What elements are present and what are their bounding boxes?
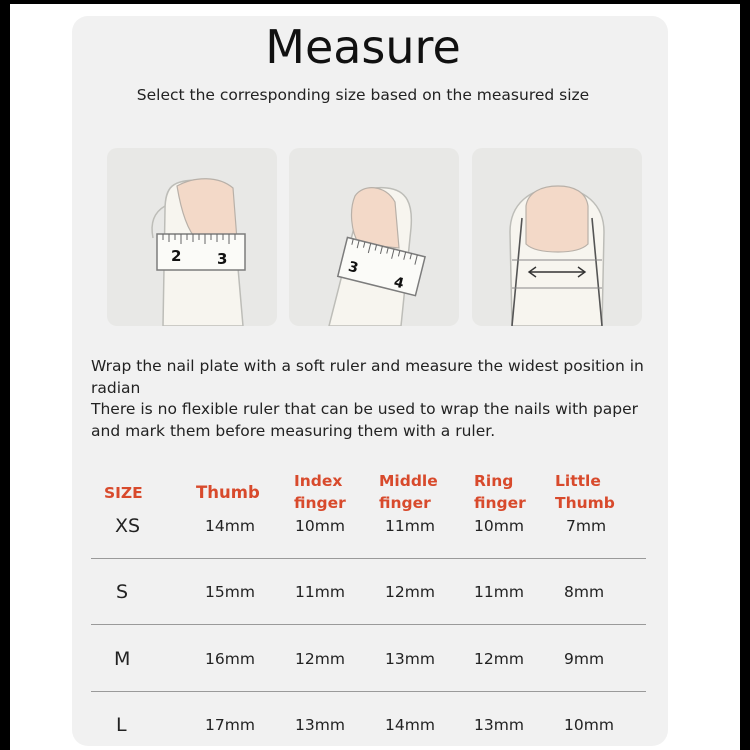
header-size: SIZE xyxy=(104,484,143,502)
header-thumb: Thumb xyxy=(196,483,260,502)
ruler-mark: 3 xyxy=(346,258,360,277)
header-line: Thumb xyxy=(555,494,615,512)
row-divider xyxy=(91,558,646,559)
table-cell: 8mm xyxy=(564,583,605,601)
table-cell: 17mm xyxy=(205,716,255,734)
illustration-wrap-ruler-thumb xyxy=(107,148,277,326)
table-cell: 11mm xyxy=(295,583,345,601)
header-index xyxy=(294,470,346,514)
row-size-label: XS xyxy=(115,515,141,537)
table-cell: 12mm xyxy=(295,650,345,668)
table-cell: 11mm xyxy=(385,517,435,535)
header-line: finger xyxy=(474,494,526,512)
table-cell: 12mm xyxy=(474,650,524,668)
header-line: finger xyxy=(379,494,431,512)
header-line: Index xyxy=(294,472,343,490)
row-size-label: S xyxy=(116,581,129,603)
page-subtitle: Select the corresponding size based on the measured size xyxy=(136,86,590,104)
table-cell: 10mm xyxy=(564,716,614,734)
table-cell: 10mm xyxy=(474,517,524,535)
table-cell: 7mm xyxy=(566,517,607,535)
ruler-mark: 2 xyxy=(171,247,182,265)
header-ring xyxy=(474,470,526,514)
instruction-line: There is no flexible ruler that can be used to wrap the nails with paper and mark them before measuring them with a ruler. xyxy=(91,400,638,440)
table-cell: 14mm xyxy=(385,716,435,734)
table-cell: 11mm xyxy=(474,583,524,601)
table-cell: 9mm xyxy=(564,650,605,668)
instructions xyxy=(91,356,671,442)
table-cell: 16mm xyxy=(205,650,255,668)
table-cell: 15mm xyxy=(205,583,255,601)
header-line: finger xyxy=(294,494,346,512)
illustration-nail-width xyxy=(472,148,642,326)
header-little xyxy=(555,470,615,514)
table-cell: 13mm xyxy=(385,650,435,668)
table-cell: 13mm xyxy=(295,716,345,734)
page-title: Measure xyxy=(265,20,461,74)
header-middle xyxy=(379,470,438,514)
header-line: Little xyxy=(555,472,601,490)
ruler-mark: 3 xyxy=(217,250,228,268)
header-line: Middle xyxy=(379,472,438,490)
table-cell: 10mm xyxy=(295,517,345,535)
instruction-line: Wrap the nail plate with a soft ruler and measure the widest position in radian xyxy=(91,357,644,397)
row-divider xyxy=(91,624,646,625)
illustration-wrap-ruler-side xyxy=(289,148,459,326)
header-line: Ring xyxy=(474,472,514,490)
row-divider xyxy=(91,691,646,692)
row-size-label: M xyxy=(114,648,131,670)
table-cell: 14mm xyxy=(205,517,255,535)
row-size-label: L xyxy=(116,714,127,736)
table-cell: 13mm xyxy=(474,716,524,734)
table-cell: 12mm xyxy=(385,583,435,601)
ruler-mark: 4 xyxy=(392,274,406,293)
